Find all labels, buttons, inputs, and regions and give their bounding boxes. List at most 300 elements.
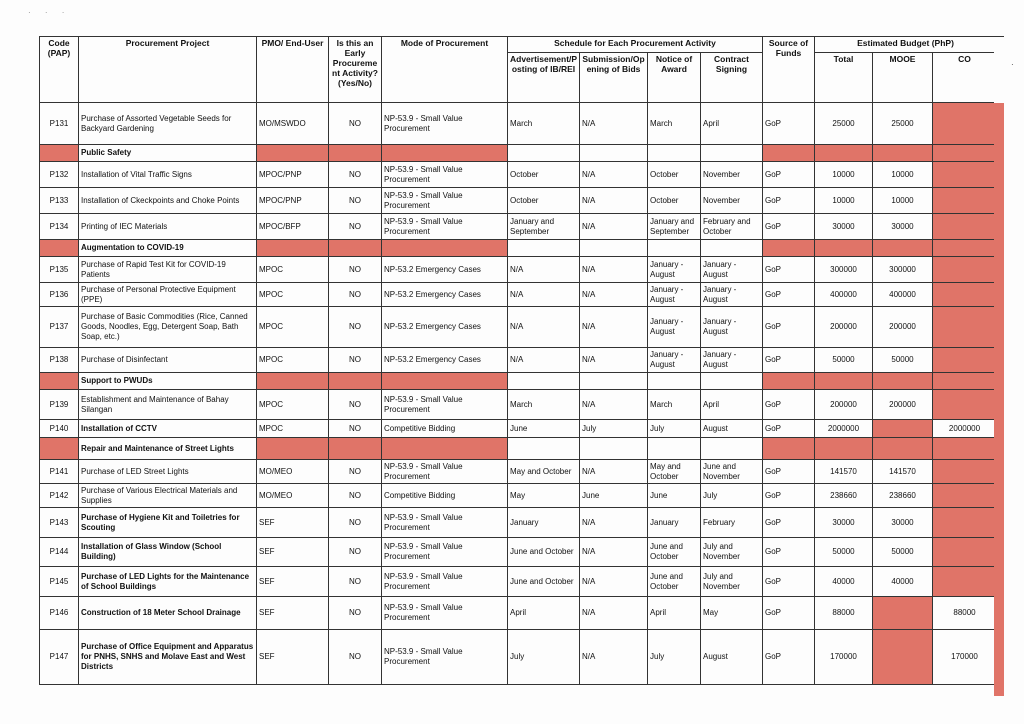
table-row (40, 103, 997, 145)
section-cell (508, 240, 580, 257)
table-row (40, 484, 997, 508)
cell-pmo: MPOC (257, 257, 329, 283)
cell-project: Printing of IEC Materials (79, 214, 257, 240)
header-advertisement: Advertisement/P osting of IB/REI (508, 53, 580, 103)
cell-code: P131 (40, 103, 79, 145)
cell-source: GoP (763, 420, 815, 438)
cell-total: 10000 (815, 188, 873, 214)
cell-mode: NP-53.9 - Small Value Procurement (382, 538, 508, 567)
cell-early-procurement: NO (329, 162, 382, 188)
table-row (40, 257, 997, 283)
section-cell (873, 438, 933, 460)
cell-project: Purchase of Various Electrical Materials and Supplies (79, 484, 257, 508)
cell-project: Purchase of Personal Protective Equipment (PPE) (79, 283, 257, 307)
cell-code: P145 (40, 567, 79, 597)
cell-advertisement: March (508, 390, 580, 420)
cell-code: P144 (40, 538, 79, 567)
cell-project: Purchase of Rapid Test Kit for COVID-19 Patients (79, 257, 257, 283)
cell-code: P133 (40, 188, 79, 214)
table-row (40, 348, 997, 373)
cell-contract-signing: August (701, 630, 763, 685)
cell-submission: N/A (580, 214, 648, 240)
cell-notice-of-award: June (648, 484, 701, 508)
section-cell (873, 145, 933, 162)
cell-mode: NP-53.9 - Small Value Procurement (382, 390, 508, 420)
cell-mode: NP-53.9 - Small Value Procurement (382, 508, 508, 538)
cell-advertisement: N/A (508, 257, 580, 283)
cell-mode: NP-53.2 Emergency Cases (382, 283, 508, 307)
cell-notice-of-award: April (648, 597, 701, 630)
cell-code: P136 (40, 283, 79, 307)
section-row (40, 240, 997, 257)
cell-co (933, 214, 997, 240)
cell-notice-of-award: January (648, 508, 701, 538)
cell-advertisement: January (508, 508, 580, 538)
cell-code: P137 (40, 307, 79, 348)
cell-mooe: 141570 (873, 460, 933, 484)
cell-co (933, 188, 997, 214)
section-cell (257, 373, 329, 390)
section-cell (382, 145, 508, 162)
cell-code: P146 (40, 597, 79, 630)
cell-early-procurement: NO (329, 103, 382, 145)
cell-source: GoP (763, 214, 815, 240)
cell-contract-signing: November (701, 162, 763, 188)
section-cell (815, 373, 873, 390)
section-cell (648, 240, 701, 257)
cell-pmo: SEF (257, 567, 329, 597)
section-cell (701, 373, 763, 390)
section-cell (257, 240, 329, 257)
cell-mode: NP-53.9 - Small Value Procurement (382, 630, 508, 685)
cell-pmo: SEF (257, 597, 329, 630)
section-cell (763, 240, 815, 257)
cell-mooe: 200000 (873, 390, 933, 420)
cell-total: 300000 (815, 257, 873, 283)
cell-advertisement: July (508, 630, 580, 685)
section-cell (382, 240, 508, 257)
table-row (40, 630, 997, 685)
cell-contract-signing: April (701, 390, 763, 420)
cell-mode: Competitive Bidding (382, 420, 508, 438)
cell-contract-signing: January - August (701, 307, 763, 348)
cell-advertisement: June (508, 420, 580, 438)
cell-source: GoP (763, 257, 815, 283)
cell-notice-of-award: July (648, 630, 701, 685)
cell-advertisement: May and October (508, 460, 580, 484)
cell-contract-signing: February and October (701, 214, 763, 240)
cell-mooe: 50000 (873, 538, 933, 567)
header-schedule: Schedule for Each Procurement Activity (508, 37, 763, 53)
table-row (40, 390, 997, 420)
section-cell (580, 145, 648, 162)
cell-contract-signing: July and November (701, 567, 763, 597)
cell-notice-of-award: January - August (648, 307, 701, 348)
section-title: Support to PWUDs (79, 373, 257, 390)
cell-total: 30000 (815, 214, 873, 240)
cell-notice-of-award: March (648, 103, 701, 145)
cell-mode: NP-53.2 Emergency Cases (382, 307, 508, 348)
table-row (40, 538, 997, 567)
cell-source: GoP (763, 103, 815, 145)
cell-code: P135 (40, 257, 79, 283)
cell-submission: N/A (580, 307, 648, 348)
cell-early-procurement: NO (329, 390, 382, 420)
cell-code: P142 (40, 484, 79, 508)
cell-submission: N/A (580, 162, 648, 188)
cell-contract-signing: August (701, 420, 763, 438)
cell-submission: N/A (580, 283, 648, 307)
section-cell (815, 438, 873, 460)
header-contract-signing: Contract Signing (701, 53, 763, 103)
cell-early-procurement: NO (329, 460, 382, 484)
cell-project: Purchase of Disinfectant (79, 348, 257, 373)
procurement-plan-table (39, 36, 997, 685)
cell-code: P138 (40, 348, 79, 373)
cell-pmo: MPOC (257, 390, 329, 420)
cell-mooe: 238660 (873, 484, 933, 508)
cell-total: 400000 (815, 283, 873, 307)
cell-contract-signing: January - August (701, 348, 763, 373)
cell-mooe: 30000 (873, 508, 933, 538)
section-cell (40, 373, 79, 390)
cell-total: 40000 (815, 567, 873, 597)
cell-co (933, 390, 997, 420)
section-cell (701, 438, 763, 460)
cell-early-procurement: NO (329, 307, 382, 348)
cell-total: 141570 (815, 460, 873, 484)
section-cell (873, 373, 933, 390)
cell-co (933, 348, 997, 373)
section-cell (329, 438, 382, 460)
cell-project: Construction of 18 Meter School Drainage (79, 597, 257, 630)
table-body (40, 103, 997, 685)
section-cell (580, 240, 648, 257)
cell-project: Establishment and Maintenance of Bahay Silangan (79, 390, 257, 420)
header-project: Procurement Project (79, 37, 257, 103)
cell-code: P143 (40, 508, 79, 538)
section-cell (815, 145, 873, 162)
cell-mooe (873, 420, 933, 438)
cell-mooe: 10000 (873, 162, 933, 188)
cell-source: GoP (763, 484, 815, 508)
cell-source: GoP (763, 630, 815, 685)
cell-early-procurement: NO (329, 597, 382, 630)
section-cell (382, 373, 508, 390)
cell-source: GoP (763, 538, 815, 567)
cell-mooe: 300000 (873, 257, 933, 283)
cell-source: GoP (763, 283, 815, 307)
header-mode: Mode of Procurement (382, 37, 508, 103)
cell-submission: N/A (580, 597, 648, 630)
section-cell (40, 438, 79, 460)
cell-submission: July (580, 420, 648, 438)
cell-source: GoP (763, 162, 815, 188)
cell-contract-signing: July (701, 484, 763, 508)
section-cell (40, 145, 79, 162)
table-row (40, 283, 997, 307)
header-submission: Submission/Op ening of Bids (580, 53, 648, 103)
header-budget: Estimated Budget (PhP) (815, 37, 997, 53)
page-edge-shading (994, 36, 1004, 696)
cell-mooe: 30000 (873, 214, 933, 240)
cell-code: P139 (40, 390, 79, 420)
cell-advertisement: N/A (508, 348, 580, 373)
cell-submission: N/A (580, 188, 648, 214)
cell-mode: Competitive Bidding (382, 484, 508, 508)
cell-mooe: 400000 (873, 283, 933, 307)
cell-code: P134 (40, 214, 79, 240)
cell-mode: NP-53.2 Emergency Cases (382, 348, 508, 373)
cell-co (933, 538, 997, 567)
cell-project: Purchase of Office Equipment and Apparatus for PNHS, SNHS and Molave East and West Districts (79, 630, 257, 685)
cell-pmo: MPOC (257, 348, 329, 373)
cell-co: 170000 (933, 630, 997, 685)
section-cell (508, 373, 580, 390)
cell-early-procurement: NO (329, 508, 382, 538)
section-cell (329, 145, 382, 162)
section-title: Repair and Maintenance of Street Lights (79, 438, 257, 460)
cell-submission: N/A (580, 103, 648, 145)
table-row (40, 508, 997, 538)
cell-source: GoP (763, 597, 815, 630)
cell-pmo: SEF (257, 538, 329, 567)
cell-mode: NP-53.9 - Small Value Procurement (382, 103, 508, 145)
cell-mooe: 50000 (873, 348, 933, 373)
section-cell (763, 145, 815, 162)
cell-code: P141 (40, 460, 79, 484)
header-total: Total (815, 53, 873, 103)
cell-total: 50000 (815, 538, 873, 567)
cell-mooe: 25000 (873, 103, 933, 145)
cell-early-procurement: NO (329, 630, 382, 685)
cell-early-procurement: NO (329, 214, 382, 240)
section-cell (648, 145, 701, 162)
table-row (40, 597, 997, 630)
cell-pmo: MPOC/PNP (257, 162, 329, 188)
cell-pmo: MPOC (257, 420, 329, 438)
cell-pmo: MO/MEO (257, 460, 329, 484)
cell-co: 2000000 (933, 420, 997, 438)
cell-contract-signing: January - August (701, 283, 763, 307)
cell-advertisement: March (508, 103, 580, 145)
section-cell (580, 438, 648, 460)
cell-pmo: MPOC (257, 307, 329, 348)
cell-advertisement: October (508, 162, 580, 188)
cell-source: GoP (763, 390, 815, 420)
cell-contract-signing: June and November (701, 460, 763, 484)
cell-notice-of-award: July (648, 420, 701, 438)
cell-contract-signing: November (701, 188, 763, 214)
table-row (40, 188, 997, 214)
cell-early-procurement: NO (329, 538, 382, 567)
cell-advertisement: October (508, 188, 580, 214)
cell-mode: NP-53.9 - Small Value Procurement (382, 162, 508, 188)
cell-notice-of-award: March (648, 390, 701, 420)
cell-source: GoP (763, 567, 815, 597)
cell-pmo: MO/MSWDO (257, 103, 329, 145)
header-code: Code (PAP) (40, 37, 79, 103)
cell-early-procurement: NO (329, 420, 382, 438)
section-cell (508, 145, 580, 162)
cell-total: 30000 (815, 508, 873, 538)
cell-mode: NP-53.9 - Small Value Procurement (382, 567, 508, 597)
header-early-procurement: Is this an Early Procureme nt Activity? (Yes/No) (329, 37, 382, 103)
cell-submission: N/A (580, 567, 648, 597)
section-cell (873, 240, 933, 257)
cell-notice-of-award: June and October (648, 567, 701, 597)
section-cell (329, 373, 382, 390)
cell-mode: NP-53.2 Emergency Cases (382, 257, 508, 283)
cell-code: P147 (40, 630, 79, 685)
cell-notice-of-award: January - August (648, 283, 701, 307)
cell-notice-of-award: June and October (648, 538, 701, 567)
cell-co (933, 307, 997, 348)
cell-total: 170000 (815, 630, 873, 685)
cell-early-procurement: NO (329, 484, 382, 508)
cell-co (933, 283, 997, 307)
cell-total: 200000 (815, 390, 873, 420)
section-cell (933, 240, 997, 257)
section-cell (40, 240, 79, 257)
cell-total: 238660 (815, 484, 873, 508)
cell-advertisement: June and October (508, 538, 580, 567)
cell-source: GoP (763, 307, 815, 348)
cell-advertisement: June and October (508, 567, 580, 597)
cell-co (933, 103, 997, 145)
cell-submission: N/A (580, 460, 648, 484)
section-cell (648, 373, 701, 390)
section-cell (257, 438, 329, 460)
cell-submission: N/A (580, 538, 648, 567)
cell-co (933, 567, 997, 597)
cell-mooe: 200000 (873, 307, 933, 348)
section-cell (580, 373, 648, 390)
cell-submission: N/A (580, 630, 648, 685)
cell-mooe (873, 630, 933, 685)
cell-mooe: 40000 (873, 567, 933, 597)
cell-mode: NP-53.9 - Small Value Procurement (382, 188, 508, 214)
cell-notice-of-award: January - August (648, 257, 701, 283)
stray-mark: · (1011, 60, 1014, 69)
table-row (40, 162, 997, 188)
cell-mode: NP-53.9 - Small Value Procurement (382, 214, 508, 240)
section-cell (648, 438, 701, 460)
cell-notice-of-award: January and September (648, 214, 701, 240)
cell-advertisement: N/A (508, 283, 580, 307)
section-cell (763, 373, 815, 390)
section-title: Public Safety (79, 145, 257, 162)
cell-project: Installation of Vital Traffic Signs (79, 162, 257, 188)
cell-mode: NP-53.9 - Small Value Procurement (382, 460, 508, 484)
cell-project: Purchase of Assorted Vegetable Seeds for Backyard Gardening (79, 103, 257, 145)
section-cell (701, 145, 763, 162)
cell-notice-of-award: October (648, 162, 701, 188)
cell-mooe (873, 597, 933, 630)
cell-pmo: MO/MEO (257, 484, 329, 508)
page-edge-header (994, 36, 1004, 103)
cell-source: GoP (763, 188, 815, 214)
cell-total: 88000 (815, 597, 873, 630)
cell-project: Installation of Ckeckpoints and Choke Points (79, 188, 257, 214)
section-cell (329, 240, 382, 257)
section-row (40, 145, 997, 162)
cell-project: Installation of CCTV (79, 420, 257, 438)
section-cell (815, 240, 873, 257)
cell-early-procurement: NO (329, 188, 382, 214)
section-cell (508, 438, 580, 460)
cell-mooe: 10000 (873, 188, 933, 214)
header-co: CO (933, 53, 997, 103)
cell-co (933, 162, 997, 188)
cell-code: P132 (40, 162, 79, 188)
table-header (40, 37, 997, 103)
cell-pmo: MPOC (257, 283, 329, 307)
cell-co (933, 484, 997, 508)
table-row (40, 567, 997, 597)
cell-submission: N/A (580, 257, 648, 283)
cell-submission: N/A (580, 348, 648, 373)
cell-contract-signing: February (701, 508, 763, 538)
cell-pmo: SEF (257, 630, 329, 685)
section-row (40, 373, 997, 390)
cell-advertisement: May (508, 484, 580, 508)
cell-notice-of-award: May and October (648, 460, 701, 484)
cell-mode: NP-53.9 - Small Value Procurement (382, 597, 508, 630)
cell-submission: June (580, 484, 648, 508)
cell-total: 2000000 (815, 420, 873, 438)
section-row (40, 438, 997, 460)
cell-contract-signing: July and November (701, 538, 763, 567)
scan-specks: · · · (28, 8, 71, 17)
cell-submission: N/A (580, 390, 648, 420)
cell-advertisement: January and September (508, 214, 580, 240)
cell-early-procurement: NO (329, 283, 382, 307)
section-cell (933, 373, 997, 390)
cell-total: 10000 (815, 162, 873, 188)
cell-submission: N/A (580, 508, 648, 538)
cell-contract-signing: January - August (701, 257, 763, 283)
cell-project: Installation of Glass Window (School Building) (79, 538, 257, 567)
cell-project: Purchase of LED Lights for the Maintenance of School Buildings (79, 567, 257, 597)
cell-advertisement: April (508, 597, 580, 630)
cell-total: 50000 (815, 348, 873, 373)
cell-pmo: MPOC/BFP (257, 214, 329, 240)
cell-pmo: SEF (257, 508, 329, 538)
table-row (40, 420, 997, 438)
section-cell (763, 438, 815, 460)
header-pmo: PMO/ End-User (257, 37, 329, 103)
cell-early-procurement: NO (329, 567, 382, 597)
cell-early-procurement: NO (329, 257, 382, 283)
cell-contract-signing: April (701, 103, 763, 145)
cell-total: 25000 (815, 103, 873, 145)
cell-notice-of-award: January - August (648, 348, 701, 373)
section-cell (382, 438, 508, 460)
header-mooe: MOOE (873, 53, 933, 103)
cell-advertisement: N/A (508, 307, 580, 348)
cell-co (933, 460, 997, 484)
section-title: Augmentation to COVID-19 (79, 240, 257, 257)
section-cell (257, 145, 329, 162)
table-row (40, 460, 997, 484)
cell-contract-signing: May (701, 597, 763, 630)
cell-early-procurement: NO (329, 348, 382, 373)
cell-co: 88000 (933, 597, 997, 630)
cell-source: GoP (763, 508, 815, 538)
cell-project: Purchase of Basic Commodities (Rice, Canned Goods, Noodles, Egg, Detergent Soap, Bath Soap, etc.) (79, 307, 257, 348)
table-row (40, 307, 997, 348)
